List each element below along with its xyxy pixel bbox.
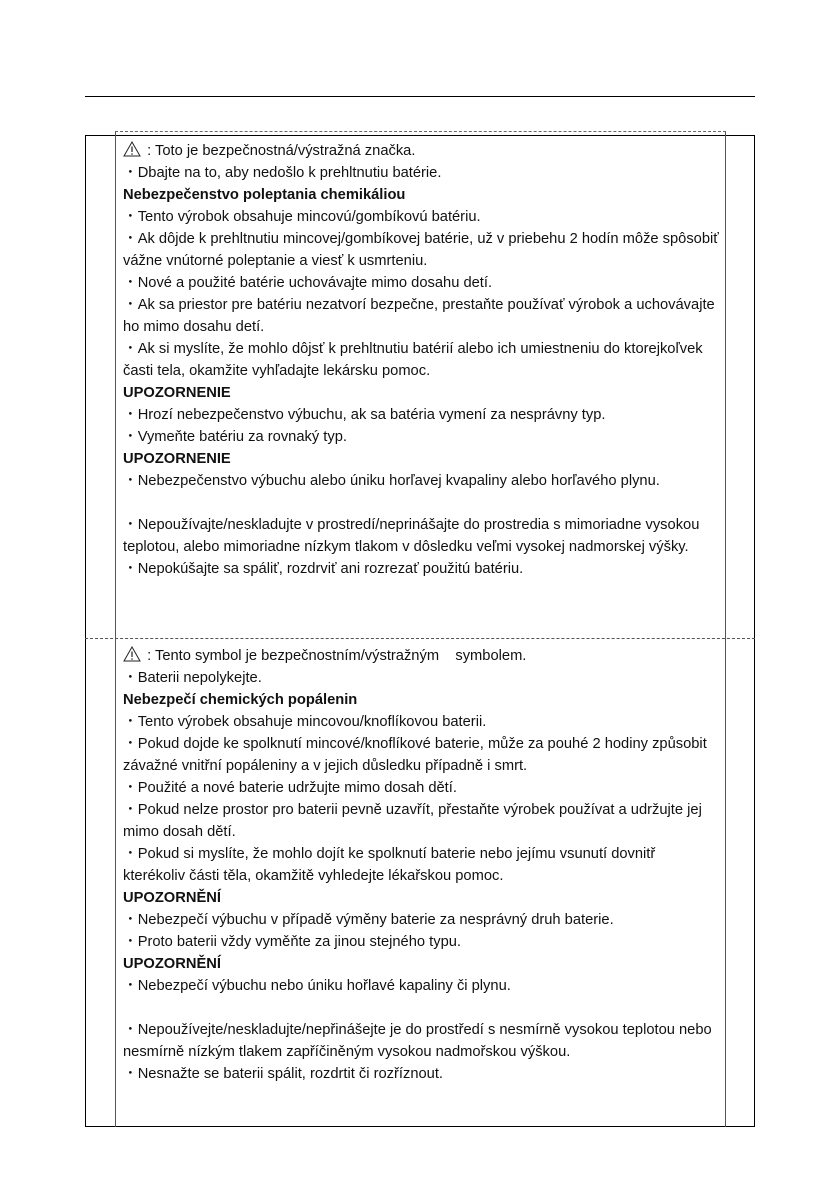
burn-item: ・Ak sa priestor pre batériu nezatvorí bezpečne, prestaňte používať výrobok a uchovávajte ho mimo dosahu detí. xyxy=(123,297,715,335)
warning-item: ・Hrozí nebezpečenstvo výbuchu, ak sa batéria vymení za nesprávny typ. xyxy=(123,407,606,423)
czech-battery-warning xyxy=(123,645,719,1085)
warning-triangle-icon xyxy=(123,646,141,662)
warning-heading: UPOZORNENIE xyxy=(123,451,231,467)
swallow-line: ・Dbajte na to, aby nedošlo k prehltnutiu batérie. xyxy=(123,165,442,181)
symbol-line-text: : Toto je bezpečnostná/výstražná značka. xyxy=(143,143,416,159)
warning-heading: UPOZORNĚNÍ xyxy=(123,956,221,972)
burn-item: ・Tento výrobok obsahuje mincovú/gombíkovú batériu. xyxy=(123,209,481,225)
warning-item: ・Nebezpečenstvo výbuchu alebo úniku horľavej kvapaliny alebo horľavého plynu. xyxy=(123,473,660,489)
warning-item: ・Vymeňte batériu za rovnaký typ. xyxy=(123,429,347,445)
symbol-line-text: : Tento symbol je bezpečnostním/výstražným symbolem. xyxy=(143,648,527,664)
symbol-line xyxy=(123,140,719,162)
burn-heading: Nebezpečí chemických popálenin xyxy=(123,692,358,708)
spacer xyxy=(123,997,719,1019)
burn-item: ・Pokud nelze prostor pro baterii pevně uzavřít, přestaňte výrobek používat a udržujte jej mimo dosah dětí. xyxy=(123,802,702,840)
burn-item: ・Použité a nové baterie udržujte mimo dosah dětí. xyxy=(123,780,457,796)
header-rule xyxy=(85,96,755,97)
burn-item: ・Pokud dojde ke spolknutí mincové/knoflíkové baterie, může za pouhé 2 hodiny způsobit závažné vnitřní popáleniny a v jejich důsledku případně i smrt. xyxy=(123,736,707,774)
burn-item: ・Tento výrobek obsahuje mincovou/knoflíkovou baterii. xyxy=(123,714,487,730)
section-divider xyxy=(85,638,755,639)
slovak-battery-warning xyxy=(123,140,719,580)
warning-heading: UPOZORNENIE xyxy=(123,385,231,401)
burn-item: ・Ak dôjde k prehltnutiu mincovej/gombíkovej batérie, už v priebehu 2 hodín môže spôsobiť vážne vnútorné poleptanie a viesť k usmrteniu. xyxy=(123,231,719,269)
warning-item: ・Nebezpečí výbuchu nebo úniku hořlavé kapaliny či plynu. xyxy=(123,978,511,994)
swallow-line: ・Baterii nepolykejte. xyxy=(123,670,262,686)
burn-item: ・Nové a použité batérie uchovávajte mimo dosahu detí. xyxy=(123,275,493,291)
warning-item: ・Nesnažte se baterii spálit, rozdrtit či rozříznout. xyxy=(123,1066,443,1082)
warning-item: ・Nepoužívejte/neskladujte/nepřinášejte je do prostředí s nesmírně vysokou teplotou nebo nesmírně nízkým tlakem zapříčiněným vysokou nadmořskou výškou. xyxy=(123,1022,712,1060)
text-column-top-border xyxy=(115,131,726,132)
spacer xyxy=(123,492,719,514)
warning-heading: UPOZORNĚNÍ xyxy=(123,890,221,906)
burn-item: ・Pokud si myslíte, že mohlo dojít ke spolknutí baterie nebo jejímu vsunutí dovnitř kterékoliv části těla, okamžitě vyhledejte lékařskou pomoc. xyxy=(123,846,656,884)
warning-item: ・Nepokúšajte sa spáliť, rozdrviť ani rozrezať použitú batériu. xyxy=(123,561,524,577)
warning-triangle-icon xyxy=(123,141,141,157)
burn-item: ・Ak si myslíte, že mohlo dôjsť k prehltnutiu batérií alebo ich umiestneniu do ktorejkoľvek časti tela, okamžite vyhľadajte lekársku pomoc. xyxy=(123,341,703,379)
warning-item: ・Proto baterii vždy vyměňte za jinou stejného typu. xyxy=(123,934,461,950)
symbol-line xyxy=(123,645,719,667)
warning-item: ・Nepoužívajte/neskladujte v prostredí/neprinášajte do prostredia s mimoriadne vysokou teplotou, alebo mimoriadne nízkym tlakom v dôsledku veľmi vysokej nadmorskej výšky. xyxy=(123,517,700,555)
burn-heading: Nebezpečenstvo poleptania chemikáliou xyxy=(123,187,406,203)
warning-item: ・Nebezpečí výbuchu v případě výměny baterie za nesprávný druh baterie. xyxy=(123,912,614,928)
